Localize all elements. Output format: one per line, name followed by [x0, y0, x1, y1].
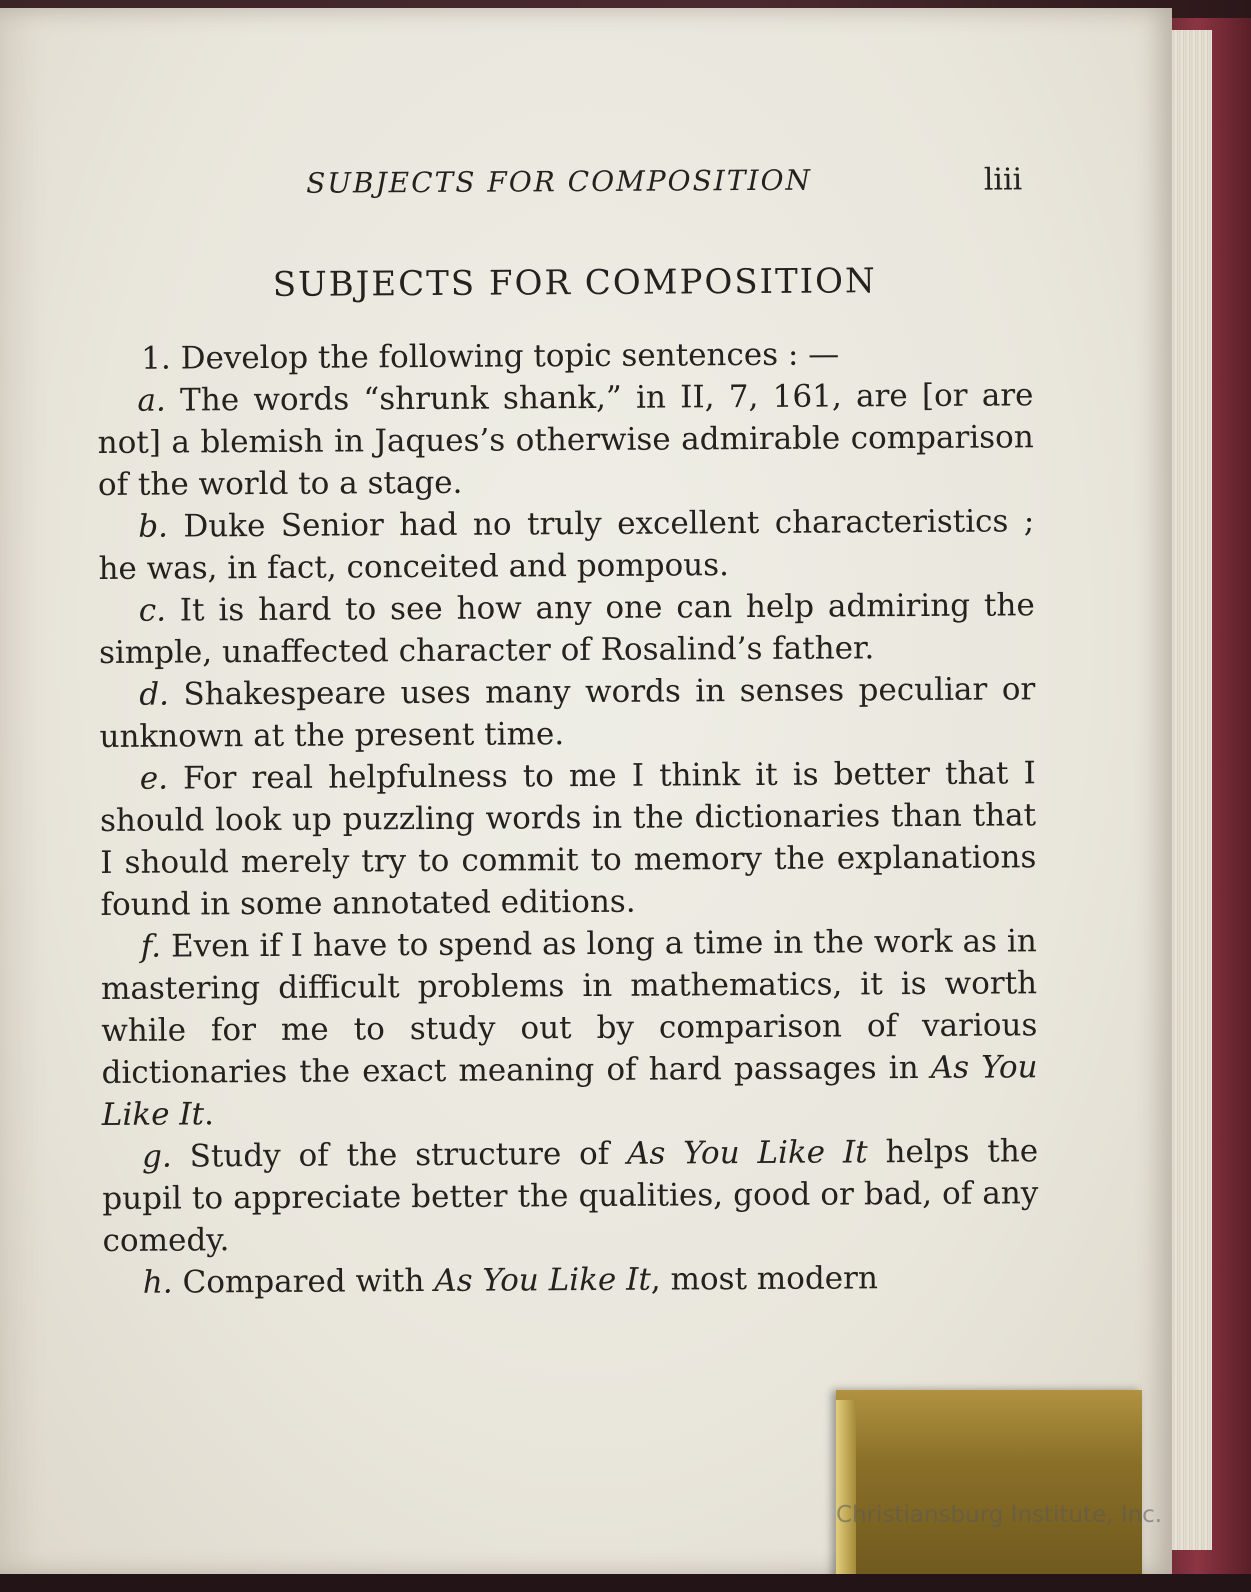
- topic-text: Compared with: [182, 1263, 425, 1301]
- topic-d: [99, 668, 1035, 758]
- watermark: Christiansburg Institute, Inc.: [836, 1502, 1163, 1528]
- topic-text: For real helpfulness to me I think it is better that I should look up puzzling words in the dictionaries than that I should merely try to commit to memory the explanations found in some annotated editions.: [99, 755, 1037, 923]
- topic-b: [98, 500, 1034, 590]
- book-page: [0, 8, 1172, 1576]
- topic-letter: h.: [142, 1264, 173, 1301]
- topic-text: The words “shrunk shank,” in II, 7, 161, are [or are not] a blemish in Jaques’s otherwise admirable comparison of the world to a stage.: [97, 377, 1034, 503]
- topic-letter: f.: [140, 928, 162, 965]
- prompt-line: [97, 332, 1033, 380]
- topic-text-end: , most modern: [650, 1260, 878, 1298]
- prompt-text: Develop the following topic sentences : —: [180, 336, 840, 377]
- topic-a: [97, 374, 1034, 506]
- body-text: [97, 332, 1039, 1304]
- topic-letter: a.: [137, 382, 166, 419]
- topic-text: Study of the structure of: [189, 1135, 610, 1175]
- running-head-title: SUBJECTS FOR COMPOSITION: [306, 163, 813, 200]
- topic-e: [100, 752, 1037, 926]
- topic-text: Even if I have to spend as long a time in the work as in mastering difficult problems in mathematics, it is worth while for me to study out by comparison of various dictionaries the exact meaning of hard passages in: [100, 923, 1038, 1091]
- bookmark-edge: [836, 1400, 856, 1592]
- topic-text: Shakespeare uses many words in senses peculiar or unknown at the present time.: [99, 671, 1036, 755]
- brass-bookmark: [836, 1390, 1142, 1592]
- page-number: liii: [983, 162, 1023, 198]
- topic-text: Duke Senior had no truly excellent characteristics ; he was, in fact, conceited and pompous.: [98, 503, 1035, 587]
- topic-letter: g.: [141, 1138, 172, 1175]
- topic-g: [102, 1130, 1039, 1262]
- topic-h: [103, 1256, 1039, 1304]
- prompt-number: 1.: [141, 340, 171, 377]
- topic-f: [101, 920, 1038, 1136]
- chapter-title: SUBJECTS FOR COMPOSITION: [272, 261, 877, 305]
- topic-letter: e.: [139, 760, 169, 797]
- topic-c: [99, 584, 1035, 674]
- play-title: As You Like It: [626, 1134, 868, 1172]
- topic-text-end: helps the pupil to appreciate better the qualities, good or bad, of any comedy.: [102, 1133, 1039, 1259]
- page-content: [96, 152, 1039, 1304]
- topic-letter: c.: [138, 592, 167, 629]
- bottom-shadow: [0, 1574, 1251, 1592]
- topic-letter: d.: [139, 676, 170, 713]
- topic-text-end: .: [203, 1096, 215, 1133]
- play-title: As You Like It: [101, 1049, 1038, 1133]
- play-title: As You Like It: [434, 1261, 651, 1299]
- topic-text: It is hard to see how any one can help admiring the simple, unaffected character of Rosalind’s father.: [98, 587, 1035, 671]
- topic-letter: b.: [138, 508, 169, 545]
- running-head: [96, 152, 1032, 208]
